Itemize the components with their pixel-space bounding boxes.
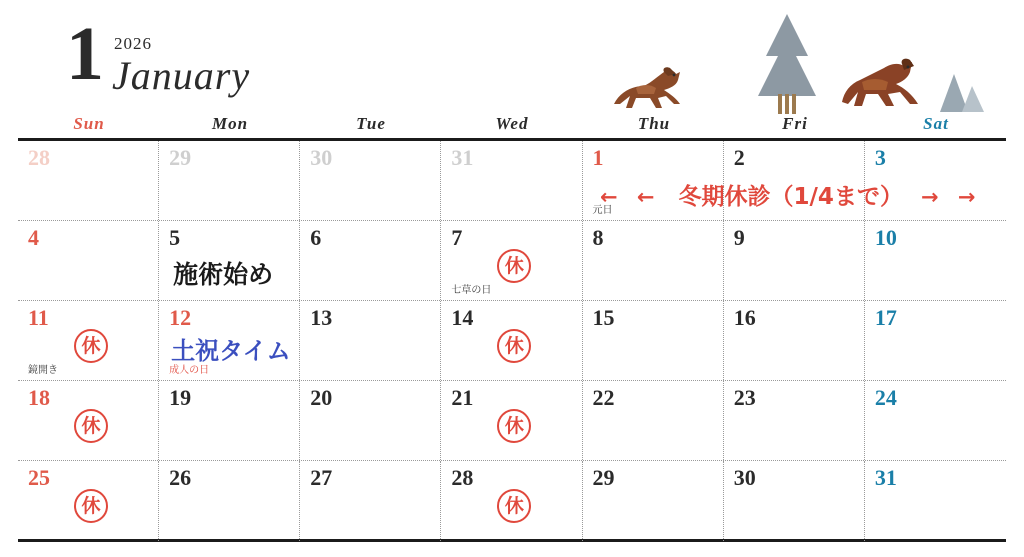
day-cell[interactable] <box>724 381 865 460</box>
weekday-header-row <box>18 114 1006 138</box>
day-cell[interactable] <box>159 301 300 380</box>
weekday-tue: Tue <box>356 114 386 133</box>
day-cell[interactable] <box>18 301 159 380</box>
day-number: 11 <box>28 305 49 330</box>
day-number: 3 <box>874 145 886 170</box>
day-cell[interactable] <box>300 301 441 380</box>
day-number: 22 <box>592 385 615 410</box>
day-number: 21 <box>451 385 474 410</box>
weekday-sat: Sat <box>923 114 949 133</box>
month-name: January <box>112 53 251 98</box>
horse-left-icon <box>606 64 692 114</box>
day-cell[interactable] <box>300 221 441 300</box>
day-cell[interactable] <box>583 221 724 300</box>
day-number: 20 <box>310 385 333 410</box>
day-number: 31 <box>451 145 474 170</box>
winter-closure-banner <box>600 178 1000 212</box>
day-number: 18 <box>28 385 50 410</box>
mountain-icon <box>938 72 986 114</box>
day-number: 4 <box>28 225 39 250</box>
day-number: 2 <box>733 145 745 170</box>
day-cell[interactable] <box>583 461 724 541</box>
day-cell[interactable] <box>18 141 159 220</box>
day-number: 16 <box>733 305 756 330</box>
day-number: 17 <box>874 305 897 330</box>
day-cell[interactable] <box>159 141 300 220</box>
day-cell[interactable] <box>18 221 159 300</box>
day-number: 19 <box>169 385 192 410</box>
day-number: 28 <box>28 145 50 170</box>
day-cell[interactable] <box>724 221 865 300</box>
closed-stamp-icon: 休 <box>74 409 108 443</box>
weekday-fri: Fri <box>782 114 808 133</box>
closed-stamp-icon: 休 <box>497 489 531 523</box>
day-number: 29 <box>592 465 615 490</box>
day-cell[interactable] <box>441 461 582 541</box>
day-number: 7 <box>451 225 463 250</box>
day-number: 13 <box>310 305 333 330</box>
day-cell[interactable] <box>865 221 1006 300</box>
day-number: 15 <box>592 305 615 330</box>
day-cell[interactable] <box>441 221 582 300</box>
weekday-mon: Mon <box>211 114 249 133</box>
day-cell[interactable] <box>583 301 724 380</box>
closed-stamp-icon: 休 <box>497 409 531 443</box>
day-cell[interactable] <box>159 221 300 300</box>
day-cell[interactable] <box>159 381 300 460</box>
year-label: 2026 <box>114 34 152 53</box>
day-note-mirror-opening: 鏡開き <box>28 365 58 376</box>
calendar-header <box>0 0 1024 128</box>
calendar-week-row <box>18 301 1006 381</box>
closed-stamp-icon: 休 <box>497 249 531 283</box>
calendar-week-row <box>18 221 1006 301</box>
day-cell[interactable] <box>865 381 1006 460</box>
day-number: 27 <box>310 465 333 490</box>
banner-right-arrows: → → <box>920 185 982 209</box>
day-cell[interactable] <box>18 461 159 541</box>
closed-stamp-icon: 休 <box>74 329 108 363</box>
day-cell[interactable] <box>159 461 300 541</box>
banner-text: 冬期休診（1/4まで） <box>678 184 903 210</box>
day-number: 31 <box>874 465 897 490</box>
weekday-sun: Sun <box>73 114 105 133</box>
event-start-of-treatment: 施術始め <box>173 260 274 289</box>
day-number: 30 <box>733 465 756 490</box>
weekday-thu: Thu <box>637 114 671 133</box>
day-number: 5 <box>169 225 181 250</box>
day-cell[interactable] <box>441 141 582 220</box>
day-number: 28 <box>451 465 474 490</box>
day-cell[interactable] <box>724 301 865 380</box>
day-number: 24 <box>874 385 897 410</box>
day-cell[interactable] <box>300 381 441 460</box>
day-note-coming-of-age: 成人の日 <box>169 365 210 376</box>
day-number: 10 <box>874 225 897 250</box>
event-holiday-time: 土祝タイム <box>171 337 291 365</box>
day-note-seven-herbs: 七草の日 <box>451 285 492 296</box>
month-number: 1 <box>66 12 102 96</box>
day-number: 6 <box>310 225 322 250</box>
day-number: 25 <box>28 465 50 490</box>
day-cell[interactable] <box>441 301 582 380</box>
day-cell[interactable] <box>865 301 1006 380</box>
day-cell[interactable] <box>300 141 441 220</box>
day-number: 14 <box>451 305 474 330</box>
calendar-week-row <box>18 381 1006 461</box>
calendar-week-row <box>18 461 1006 541</box>
horse-right-icon <box>836 56 926 112</box>
day-cell[interactable] <box>865 461 1006 541</box>
day-number: 12 <box>169 305 192 330</box>
day-cell[interactable] <box>18 381 159 460</box>
day-number: 23 <box>733 385 756 410</box>
day-cell[interactable] <box>724 461 865 541</box>
pine-tree-icon <box>750 12 824 116</box>
day-cell[interactable] <box>441 381 582 460</box>
day-number: 29 <box>169 145 192 170</box>
day-number: 1 <box>592 145 604 170</box>
banner-left-arrows: ← ← <box>600 185 661 209</box>
day-number: 9 <box>733 225 745 250</box>
day-note-new-year: 元日 <box>592 205 613 216</box>
day-number: 30 <box>310 145 333 170</box>
closed-stamp-icon: 休 <box>74 489 108 523</box>
weekday-wed: Wed <box>495 114 529 133</box>
day-number: 8 <box>592 225 604 250</box>
closed-stamp-icon: 休 <box>497 329 531 363</box>
day-cell[interactable] <box>583 381 724 460</box>
day-number: 26 <box>169 465 192 490</box>
day-cell[interactable] <box>300 461 441 541</box>
